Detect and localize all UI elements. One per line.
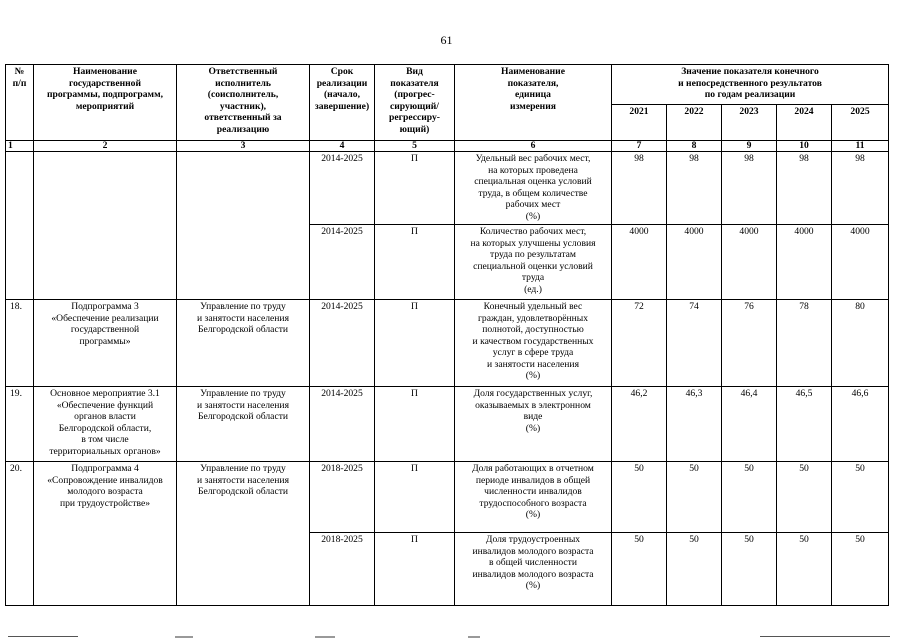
row-indicator-type: П	[375, 387, 455, 462]
row-value-2025: 4000	[832, 225, 889, 300]
row-program-name	[34, 152, 177, 300]
row-term: 2014-2025	[310, 225, 375, 300]
row-indicator-name: Удельный вес рабочих мест, на которых проведена специальная оценка условий труда, в общем количестве рабочих мест (%)	[455, 152, 612, 225]
row-value-2024: 78	[777, 300, 832, 387]
row-value-2021: 50	[612, 462, 667, 533]
table-row	[6, 300, 889, 387]
header-number: № п/п	[6, 65, 34, 141]
row-value-2024: 46,5	[777, 387, 832, 462]
row-value-2024: 98	[777, 152, 832, 225]
row-value-2022: 50	[667, 533, 722, 606]
header-indicator-name: Наименование показателя, единица измерения	[455, 65, 612, 141]
row-indicator-type: П	[375, 533, 455, 606]
row-term: 2014-2025	[310, 387, 375, 462]
header-indicator-type: Вид показателя (прогрес- сирующий/ регрессиру- ющий)	[375, 65, 455, 141]
row-indicator-type: П	[375, 225, 455, 300]
row-value-2021: 72	[612, 300, 667, 387]
row-value-2022: 4000	[667, 225, 722, 300]
row-number: 20.	[6, 462, 34, 606]
row-program-name: Подпрограмма 4 «Сопровождение инвалидов молодого возраста при трудоустройстве»	[34, 462, 177, 606]
row-value-2022: 74	[667, 300, 722, 387]
row-indicator-name: Количество рабочих мест, на которых улучшены условия труда по результатам специальной оценки условий труда (ед.)	[455, 225, 612, 300]
row-executor: Управление по труду и занятости населения Белгородской области	[177, 387, 310, 462]
row-indicator-name: Доля трудоустроенных инвалидов молодого возраста в общей численности инвалидов молодого возраста (%)	[455, 533, 612, 606]
row-value-2025: 50	[832, 462, 889, 533]
table-row	[6, 152, 889, 225]
row-value-2023: 4000	[722, 225, 777, 300]
scan-artifact-line	[8, 636, 78, 637]
column-number: 7	[612, 141, 667, 152]
row-value-2022: 46,3	[667, 387, 722, 462]
row-value-2022: 50	[667, 462, 722, 533]
row-term: 2014-2025	[310, 152, 375, 225]
row-indicator-type: П	[375, 152, 455, 225]
row-value-2025: 46,6	[832, 387, 889, 462]
table-row	[6, 462, 889, 533]
row-term: 2018-2025	[310, 533, 375, 606]
header-year: 2021	[612, 105, 667, 141]
row-number: 19.	[6, 387, 34, 462]
row-indicator-type: П	[375, 300, 455, 387]
row-executor: Управление по труду и занятости населения Белгородской области	[177, 300, 310, 387]
row-value-2024: 50	[777, 462, 832, 533]
row-value-2024: 50	[777, 533, 832, 606]
header-executor: Ответственный исполнитель (соисполнитель, участник), ответственный за реализацию	[177, 65, 310, 141]
row-value-2021: 50	[612, 533, 667, 606]
header-program-name: Наименование государственной программы, подпрограмм, мероприятий	[34, 65, 177, 141]
header-year: 2024	[777, 105, 832, 141]
row-value-2022: 98	[667, 152, 722, 225]
column-number: 10	[777, 141, 832, 152]
header-year: 2023	[722, 105, 777, 141]
row-value-2023: 98	[722, 152, 777, 225]
column-number: 6	[455, 141, 612, 152]
row-value-2024: 4000	[777, 225, 832, 300]
column-number: 11	[832, 141, 889, 152]
row-value-2021: 46,2	[612, 387, 667, 462]
column-number: 1	[6, 141, 34, 152]
table-row	[6, 387, 889, 462]
header-year: 2025	[832, 105, 889, 141]
row-value-2025: 50	[832, 533, 889, 606]
row-number	[6, 152, 34, 300]
row-number: 18.	[6, 300, 34, 387]
column-number: 9	[722, 141, 777, 152]
row-program-name: Основное мероприятие 3.1 «Обеспечение функций органов власти Белгородской области, в том числе территориальных органов»	[34, 387, 177, 462]
row-value-2023: 46,4	[722, 387, 777, 462]
scan-artifact-line	[315, 636, 335, 638]
row-indicator-name: Доля государственных услуг, оказываемых в электронном виде (%)	[455, 387, 612, 462]
row-program-name: Подпрограмма 3 «Обеспечение реализации государственной программы»	[34, 300, 177, 387]
scan-artifact-line	[760, 636, 890, 637]
scan-artifact-line	[468, 636, 480, 638]
row-indicator-type: П	[375, 462, 455, 533]
row-executor	[177, 152, 310, 300]
column-number: 4	[310, 141, 375, 152]
row-indicator-name: Доля работающих в отчетном периоде инвалидов в общей численности инвалидов трудоспособного возраста (%)	[455, 462, 612, 533]
row-indicator-name: Конечный удельный вес граждан, удовлетворённых полнотой, доступностью и качеством государственных услуг в сфере труда и занятости населения (%)	[455, 300, 612, 387]
page-number: 61	[440, 33, 453, 47]
column-number: 3	[177, 141, 310, 152]
scan-artifact-line	[175, 636, 193, 638]
row-value-2021: 4000	[612, 225, 667, 300]
row-value-2023: 50	[722, 533, 777, 606]
row-value-2023: 76	[722, 300, 777, 387]
row-value-2023: 50	[722, 462, 777, 533]
indicators-table	[5, 64, 889, 606]
row-value-2025: 98	[832, 152, 889, 225]
column-number: 8	[667, 141, 722, 152]
row-term: 2018-2025	[310, 462, 375, 533]
header-term: Срок реализации (начало, завершение)	[310, 65, 375, 141]
row-value-2025: 80	[832, 300, 889, 387]
row-executor: Управление по труду и занятости населения Белгородской области	[177, 462, 310, 606]
row-term: 2014-2025	[310, 300, 375, 387]
header-year: 2022	[667, 105, 722, 141]
row-value-2021: 98	[612, 152, 667, 225]
column-number: 5	[375, 141, 455, 152]
header-values: Значение показателя конечного и непосредственного результатов по годам реализации	[612, 65, 889, 105]
column-number: 2	[34, 141, 177, 152]
